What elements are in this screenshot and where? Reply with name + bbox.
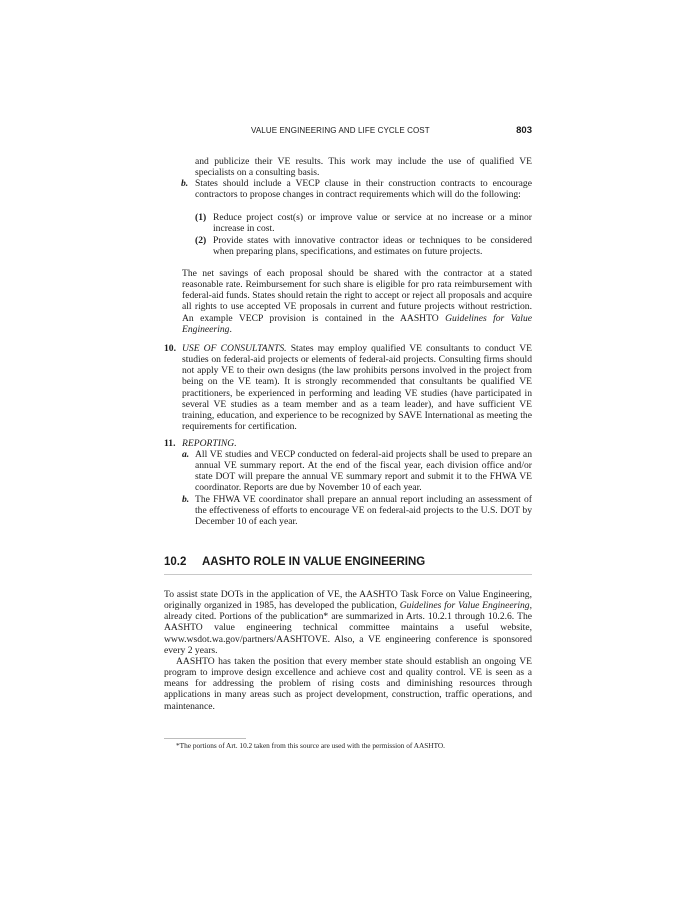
section-number: 10.2 [164, 556, 187, 568]
item-11-label: 11. [164, 438, 176, 449]
item-b-text: States should include a VECP clause in their construction contracts to encourage contractors to propose changes in contract requirements which will do the following: [195, 178, 532, 201]
section-paragraph-1-start: To assist state DOTs in the application of VE, the AASHTO Task Force on Value Engineering, originally organized in 1985, has developed the publication, [164, 589, 532, 612]
item-11-title: REPORTING. [182, 438, 237, 449]
item-11b-text: The FHWA VE coordinator shall prepare an annual report including an assessment of the effectiveness of efforts to encourage VE on federal-aid projects to the U.S. DOT by December 10 of each year. [195, 494, 532, 528]
footnote: *The portions of Art. 10.2 taken from this source are used with the permission of AASHTO. [176, 741, 445, 750]
item-11a-label: a. [182, 449, 190, 460]
item-b-label: b. [181, 178, 189, 189]
net-savings-text: The net savings of each proposal should be shared with the contractor at a stated reasonable rate. Reimbursement for such share is eligible for pro rata reimbursement with federal-aid funds. States should retain the right to accept or reject all proposals and acquire all rights to use accepted VE proposals in current and future projects without restriction. An example VECP provision is contained in the AASHTO [182, 268, 532, 324]
section-paragraph-2: AASHTO has taken the position that every member state should establish an ongoing VE program to improve design excellence and achieve cost and quality control. VE is seen as a means for addressing the problem of rising costs and diminishing resources through applications in many areas such as project development, construction, traffic operations, and maintenance. [164, 656, 532, 712]
net-savings-paragraph [182, 268, 532, 335]
section-paragraph-1-end: already cited. Portions of the publication* are summarized in Arts. 10.2.1 through 10.2.6. The AASHTO value engineering technical committee maintains a useful website, www.wsdot.wa.gov/partners/AASHTOVE. Also, a VE engineering conference is sponsored every 2 years. [164, 611, 532, 656]
item-10-label: 10. [164, 343, 176, 354]
item-10-title: USE OF CONSULTANTS. [182, 343, 287, 354]
continuation-paragraph: and publicize their VE results. This work may include the use of qualified VE specialists on a consulting basis. [195, 156, 532, 179]
page-number: 803 [516, 125, 532, 136]
item-10-text: States may employ qualified VE consultants to conduct VE studies on federal-aid projects or elements of federal-aid projects. Consulting firms should not apply VE to their own designs (the law prohibits persons involved in the project from being on the VE team). It is strongly recommended that consultants be qualified VE practitioners, be experienced in performing and leading VE studies (have participated in several VE studies as a team member and as a team leader), and have sufficient VE training, education, and experience to be recognized by SAVE International as meeting the requirements for certification. [182, 343, 532, 433]
footnote-rule [164, 738, 246, 739]
sub-item-1-label: (1) [195, 212, 207, 223]
sub-item-2-text: Provide states with innovative contractor ideas or techniques to be considered when preparing plans, specifications, and estimates on future projects. [213, 235, 532, 258]
item-10-paragraph [182, 343, 532, 432]
sub-item-2-label: (2) [195, 235, 207, 246]
section-paragraph-1-italic: Guidelines for Value Engineering, [399, 600, 532, 612]
net-savings-end: . [229, 323, 232, 335]
item-11-title-line [182, 438, 532, 449]
running-header [164, 126, 532, 140]
item-11b-label: b. [182, 494, 190, 505]
running-title: VALUE ENGINEERING AND LIFE CYCLE COST [251, 126, 430, 135]
sub-item-1-text: Reduce project cost(s) or improve value or service at no increase or a minor increase in cost. [213, 212, 532, 235]
item-11a-text: All VE studies and VECP conducted on federal-aid projects shall be used to prepare an annual VE summary report. At the end of the fiscal year, each division office and/or state DOT will prepare the annual VE summary report and submit it to the FHWA VE coordinator. Reports are due by November 10 of each year. [195, 449, 532, 494]
section-heading [164, 556, 425, 568]
section-paragraph-1 [164, 589, 532, 656]
section-heading-rule [164, 574, 532, 575]
section-title: AASHTO ROLE IN VALUE ENGINEERING [202, 556, 426, 568]
guidelines-title-italic: Guidelines for Value Engineering [182, 312, 532, 335]
